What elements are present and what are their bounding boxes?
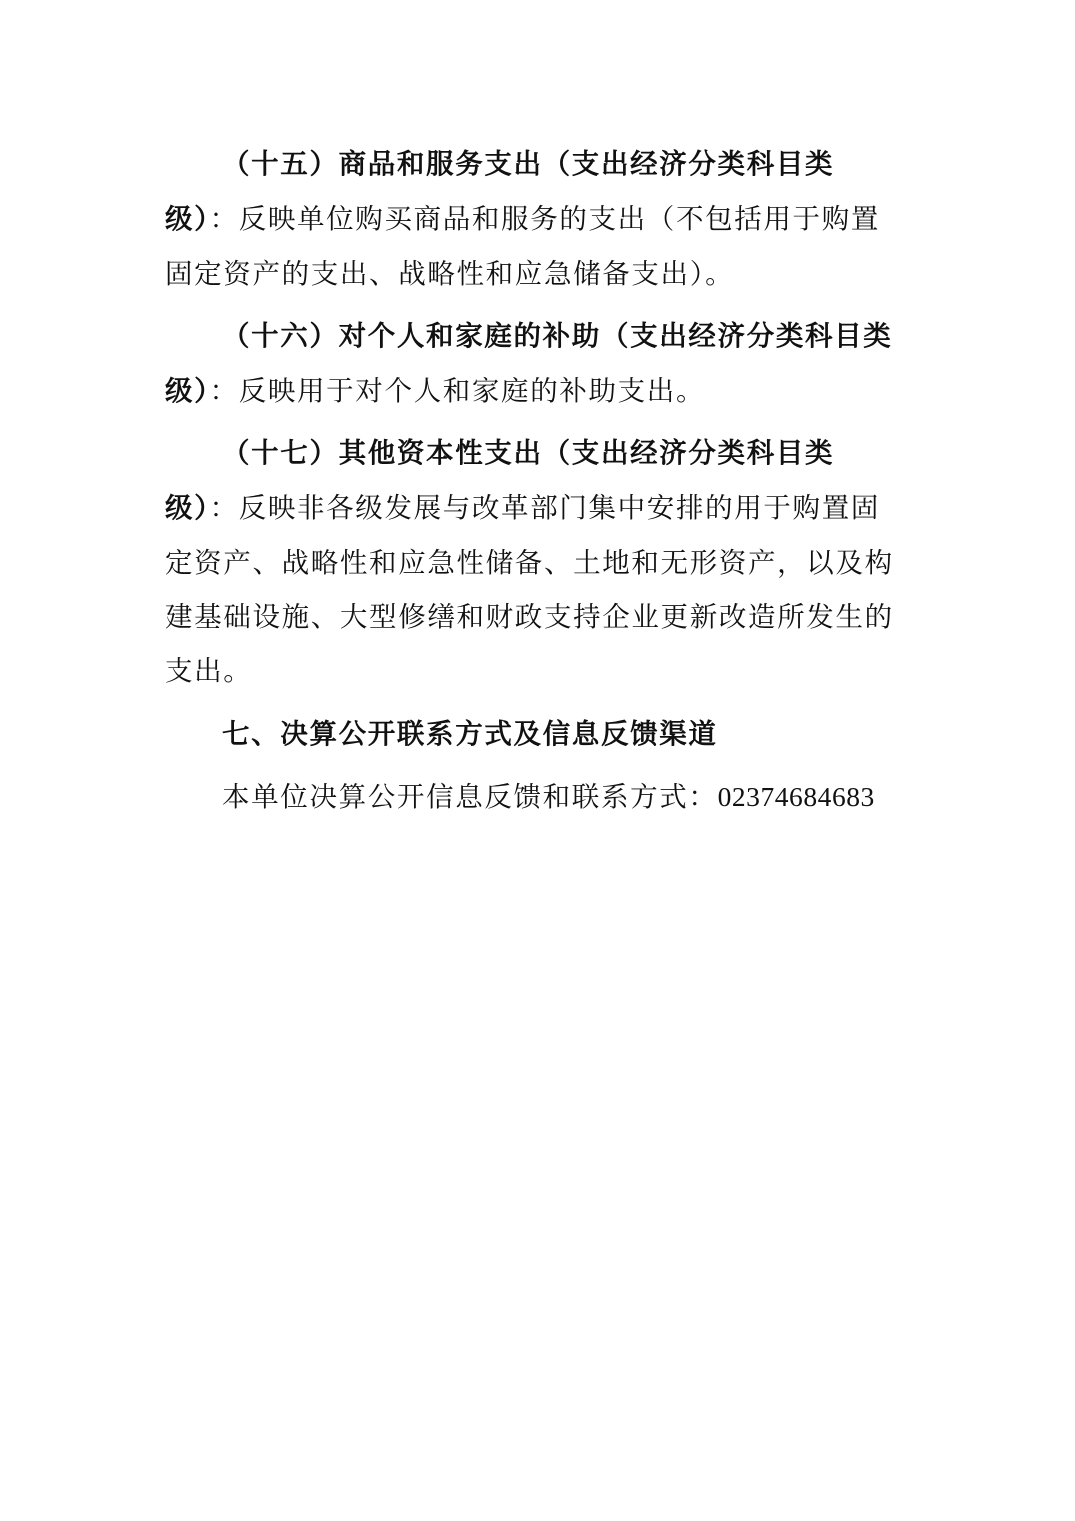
- contact-phone: 02374684683: [717, 781, 875, 812]
- chapter-7-heading: [222, 714, 902, 754]
- section-16-heading-text: （十六）对个人和家庭的补助（支出经济分类科目类: [222, 320, 893, 352]
- section-16-heading: [222, 316, 902, 356]
- section-15-body-text-2: 固定资产的支出、战略性和应急储备支出）。: [165, 258, 735, 290]
- section-17-body-text-4: 支出。: [165, 655, 253, 687]
- section-15-body-line-2: [165, 254, 895, 294]
- section-15-body-line-1: [165, 199, 895, 239]
- section-15-heading: [222, 144, 902, 184]
- chapter-7-heading-text: 七、决算公开联系方式及信息反馈渠道: [222, 718, 718, 750]
- section-15-heading-text: （十五）商品和服务支出（支出经济分类科目类: [222, 148, 835, 180]
- section-17-body-line-2: [165, 543, 895, 583]
- section-17-heading-text: （十七）其他资本性支出（支出经济分类科目类: [222, 437, 835, 469]
- section-17-body-text-1: ：反映非各级发展与改革部门集中安排的用于购置固: [209, 492, 881, 524]
- section-17-body-text-3: 建基础设施、大型修缮和财政支持企业更新改造所发生的: [165, 601, 894, 633]
- section-17-body-line-4: [165, 651, 895, 691]
- section-15-body-text-1: ：反映单位购买商品和服务的支出（不包括用于购置: [209, 203, 881, 235]
- section-17-body-line-1: [165, 488, 895, 528]
- section-15-heading-tail: 级）: [165, 203, 210, 235]
- contact-label: 本单位决算公开信息反馈和联系方式：: [222, 781, 718, 813]
- section-17-heading: [222, 433, 902, 473]
- section-16-body-line-1: [165, 371, 895, 411]
- section-17-body-text-2: 定资产、战略性和应急性储备、土地和无形资产，以及构: [165, 547, 894, 579]
- section-16-heading-tail: 级）: [165, 375, 210, 407]
- section-17-body-line-3: [165, 597, 895, 637]
- section-16-body-text-1: ：反映用于对个人和家庭的补助支出。: [209, 375, 706, 407]
- contact-line: [222, 777, 902, 817]
- section-17-heading-tail: 级）: [165, 492, 210, 524]
